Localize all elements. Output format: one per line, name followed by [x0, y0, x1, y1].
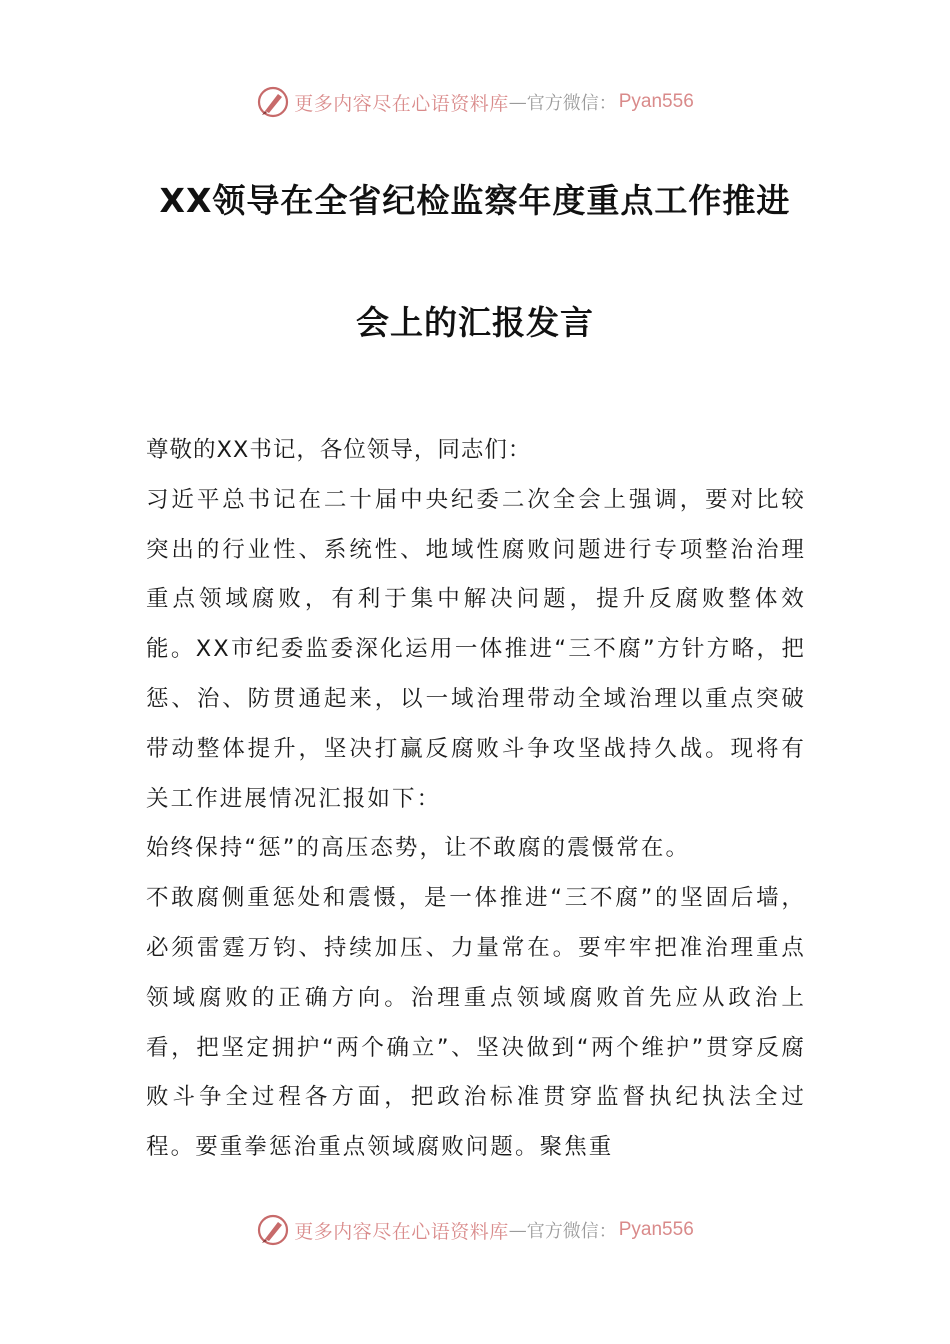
document-title-line2: 会上的汇报发言: [356, 303, 594, 342]
banner-label: 官方微信：: [526, 1221, 617, 1242]
pen-nib-circle-icon: [256, 85, 290, 119]
footer-watermark-banner: [0, 1210, 950, 1250]
banner-wechat-id: Pyan556: [618, 91, 694, 112]
header-watermark-banner: [0, 82, 950, 122]
document-title-line1: XX领导在全省纪检监察年度重点工作推进: [159, 181, 791, 220]
banner-text: 更多内容尽在心语资料库: [294, 1220, 509, 1243]
paragraph-heading: 始终保持“惩”的高压态势，让不敢腐的震慑常在。: [146, 835, 691, 862]
paragraph-body: 不敢腐侧重惩处和震慑，是一体推进“三不腐”的坚固后墙，必须雷霆万钧、持续加压、力量常在。要牢牢把准治理重点领域腐败的正确方向。治理重点领域腐败首先应从政治上看，把坚定拥护“两个确立”、坚决做到“两个维护”贯穿反腐败斗争全过程各方面，把政治标准贯穿监督执纪执法全过程。要重拳惩治重点领域腐败问题。聚焦重: [146, 885, 806, 1161]
banner-text: 更多内容尽在心语资料库: [294, 92, 509, 115]
salutation: 尊敬的XX书记，各位领导，同志们：: [146, 437, 532, 463]
paragraph-intro: 习近平总书记在二十届中央纪委二次全会上强调，要对比较突出的行业性、系统性、地域性腐败问题进行专项整治治理重点领域腐败，有利于集中解决问题，提升反腐败整体效能。XX市纪委监委深化运用一体推进“三不腐”方针方略，把惩、治、防贯通起来，以一域治理带动全域治理以重点突破带动整体提升，坚决打赢反腐败斗争攻坚战持久战。现将有关工作进展情况汇报如下：: [146, 486, 806, 812]
banner-wechat-id: Pyan556: [618, 1219, 694, 1240]
banner-dash: —: [508, 91, 527, 113]
pen-nib-circle-icon: [256, 1213, 290, 1247]
document-body: [146, 426, 806, 1173]
banner-label: 官方微信：: [526, 93, 617, 114]
banner-dash: —: [508, 1219, 527, 1241]
